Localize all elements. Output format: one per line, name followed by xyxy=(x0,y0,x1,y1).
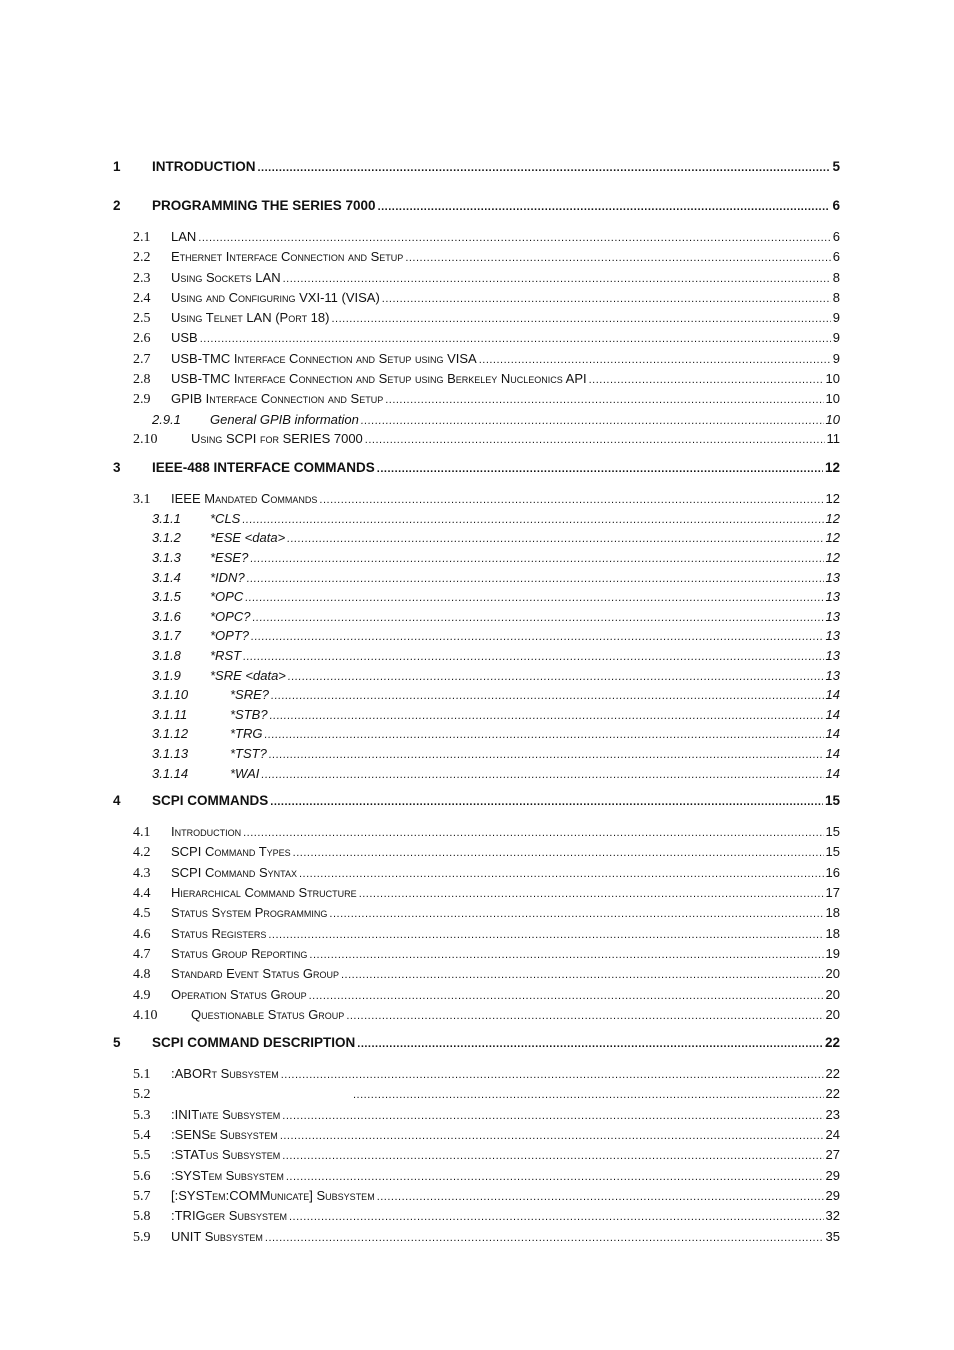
toc-entry-number: 4.2 xyxy=(133,845,151,861)
toc-entry-title: Status Group Reporting xyxy=(171,945,308,961)
toc-dot-leader xyxy=(265,1233,824,1244)
toc-entry-level-2[interactable] xyxy=(113,1148,840,1168)
toc-entry-number: 5.1 xyxy=(133,1067,151,1083)
toc-entry-level-2[interactable] xyxy=(113,250,840,270)
toc-dot-leader xyxy=(405,253,830,264)
toc-dot-leader xyxy=(589,375,824,386)
toc-entry-level-1[interactable] xyxy=(113,794,840,823)
toc-entry-page: 29 xyxy=(825,1167,840,1183)
toc-entry-level-3[interactable] xyxy=(113,767,840,787)
toc-dot-leader xyxy=(357,1039,823,1050)
toc-entry-page: 20 xyxy=(825,966,840,982)
toc-entry-number: 3.1.8 xyxy=(152,648,181,664)
toc-entry-title: *TRG xyxy=(230,726,263,742)
toc-entry-number: 3.1.1 xyxy=(152,510,181,526)
toc-entry-number: 5.5 xyxy=(133,1148,151,1164)
toc-entry-number: 3.1.9 xyxy=(152,667,181,683)
toc-entry-number: 4.9 xyxy=(133,987,151,1003)
toc-entry-number: 2.5 xyxy=(133,311,151,327)
toc-entry-title: Status Registers xyxy=(171,925,267,941)
toc-entry-level-2[interactable] xyxy=(113,271,840,291)
toc-entry-level-2[interactable] xyxy=(113,352,840,372)
toc-dot-leader xyxy=(309,950,823,961)
toc-entry-page: 14 xyxy=(825,765,840,781)
toc-entry-level-2[interactable] xyxy=(113,866,840,886)
toc-entry-level-2[interactable] xyxy=(113,331,840,351)
toc-entry-level-2[interactable] xyxy=(113,311,840,331)
toc-dot-leader xyxy=(286,1172,824,1183)
toc-entry-title: Using Telnet LAN (Port 18) xyxy=(171,310,330,326)
toc-entry-page: 10 xyxy=(825,391,840,407)
toc-entry-page: 15 xyxy=(824,793,840,809)
toc-entry-title: USB xyxy=(171,330,198,346)
toc-entry-title: Using Sockets LAN xyxy=(171,269,281,285)
toc-entry-title: *IDN? xyxy=(210,569,245,585)
toc-entry-number: 3.1.2 xyxy=(152,530,181,546)
toc-entry-title: *CLS xyxy=(210,510,241,526)
toc-dot-leader xyxy=(280,1131,824,1142)
toc-entry-title: PROGRAMMING THE SERIES 7000 xyxy=(152,198,376,213)
toc-entry-number: 2.6 xyxy=(133,331,151,347)
toc-entry-page: 12 xyxy=(825,510,840,526)
toc-entry-page: 13 xyxy=(825,608,840,624)
toc-entry-level-3[interactable] xyxy=(113,571,840,591)
toc-entry-number: 3.1.12 xyxy=(152,726,189,742)
toc-dot-leader xyxy=(283,274,831,285)
toc-dot-leader xyxy=(289,1212,824,1223)
toc-entry-page: 27 xyxy=(825,1147,840,1163)
toc-entry-level-2[interactable] xyxy=(113,492,840,512)
toc-dot-leader xyxy=(382,294,831,305)
toc-entry-title: Operation Status Group xyxy=(171,986,307,1002)
toc-entry-page: 24 xyxy=(825,1127,840,1143)
toc-entry-number: 3.1.7 xyxy=(152,628,181,644)
toc-entry-number: 2.2 xyxy=(133,250,151,266)
toc-entry-title: Hierarchical Command Structure xyxy=(171,885,357,901)
toc-dot-leader xyxy=(346,1011,823,1022)
toc-entry-number: 2.9.1 xyxy=(152,411,181,427)
toc-entry-page: 13 xyxy=(825,628,840,644)
toc-entry-title: Questionable Status Group xyxy=(191,1006,345,1022)
toc-entry-level-2[interactable] xyxy=(113,392,840,412)
toc-entry-number: 2 xyxy=(113,198,121,213)
toc-entry-number: 5 xyxy=(113,1035,121,1051)
toc-entry-level-3[interactable] xyxy=(113,629,840,649)
toc-entry-title: :TRIGger Subsystem xyxy=(171,1208,287,1224)
toc-entry-number: 5.7 xyxy=(133,1188,151,1204)
toc-entry-page: 12 xyxy=(825,530,840,546)
toc-entry-number: 5.8 xyxy=(133,1209,151,1225)
toc-entry-level-2[interactable] xyxy=(113,988,840,1008)
toc-entry-title: :ABORt Subsystem xyxy=(171,1066,279,1082)
toc-entry-number: 2.8 xyxy=(133,372,151,388)
toc-entry-page: 13 xyxy=(825,667,840,683)
toc-dot-leader xyxy=(242,515,823,526)
toc-entry-level-2[interactable] xyxy=(113,1169,840,1189)
toc-entry-number: 3.1.6 xyxy=(152,608,181,624)
toc-entry-number: 5.3 xyxy=(133,1107,151,1123)
toc-entry-level-2[interactable] xyxy=(113,1128,840,1148)
toc-entry-title: :SENSe Subsystem xyxy=(171,1127,278,1143)
toc-entry-level-1[interactable] xyxy=(113,461,840,490)
toc-entry-number: 5.4 xyxy=(133,1128,151,1144)
toc-dot-leader xyxy=(287,534,823,545)
toc-entry-page: 17 xyxy=(825,885,840,901)
toc-entry-page: 6 xyxy=(832,198,840,213)
toc-entry-number: 3 xyxy=(113,459,121,475)
toc-entry-title: *OPC xyxy=(210,589,244,605)
toc-entry-number: 4.7 xyxy=(133,946,151,962)
toc-entry-number: 4.8 xyxy=(133,967,151,983)
toc-dot-leader xyxy=(361,416,824,427)
toc-entry-title: *TST? xyxy=(230,745,267,761)
toc-entry-level-2[interactable] xyxy=(113,967,840,987)
toc-entry-page: 32 xyxy=(825,1208,840,1224)
toc-entry-level-2[interactable] xyxy=(113,1008,840,1028)
toc-entry-title: [:SYSTem:COMMunicate] Subsystem xyxy=(171,1187,375,1203)
toc-dot-leader xyxy=(247,574,824,585)
toc-entry-title: UNIT Subsystem xyxy=(171,1228,263,1244)
toc-entry-level-2[interactable] xyxy=(113,291,840,311)
toc-dot-leader xyxy=(282,1151,823,1162)
toc-entry-page: 12 xyxy=(825,550,840,566)
toc-entry-level-2[interactable] xyxy=(113,927,840,947)
toc-entry-page: 23 xyxy=(825,1106,840,1122)
toc-entry-level-3[interactable] xyxy=(113,551,840,571)
toc-entry-title: Using and Configuring VXI-11 (VISA) xyxy=(171,289,380,305)
toc-entry-title: :STATus Subsystem xyxy=(171,1147,281,1163)
toc-entry-level-2[interactable] xyxy=(113,845,840,865)
toc-dot-leader xyxy=(329,909,823,920)
toc-entry-page: 11 xyxy=(826,431,840,447)
toc-dot-leader xyxy=(282,1111,823,1122)
toc-entry-title: IEEE Mandated Commands xyxy=(171,490,318,506)
toc-entry-page: 5 xyxy=(832,159,840,174)
toc-entry-number: 2.4 xyxy=(133,290,151,306)
toc-entry-page: 12 xyxy=(825,490,840,506)
toc-dot-leader xyxy=(341,970,824,981)
toc-entry-number: 1 xyxy=(113,159,121,174)
toc-entry-level-2[interactable] xyxy=(113,825,840,845)
table-of-contents xyxy=(113,160,840,1250)
toc-entry-page: 13 xyxy=(825,648,840,664)
toc-entry-page: 9 xyxy=(832,330,840,346)
toc-entry-number: 5.9 xyxy=(133,1229,151,1245)
toc-entry-page: 12 xyxy=(824,459,840,475)
toc-dot-leader xyxy=(319,495,823,506)
toc-dot-leader xyxy=(299,869,824,880)
toc-entry-title: SCPI COMMANDS xyxy=(152,793,269,809)
toc-entry-number: 3.1.4 xyxy=(152,569,181,585)
toc-entry-number: 4.10 xyxy=(133,1007,158,1023)
toc-dot-leader xyxy=(261,770,823,781)
toc-dot-leader xyxy=(270,797,823,808)
toc-dot-leader xyxy=(309,991,824,1002)
toc-entry-number: 4.4 xyxy=(133,886,151,902)
toc-dot-leader xyxy=(258,163,831,174)
toc-dot-leader xyxy=(293,848,824,859)
toc-entry-title: *SRE? xyxy=(230,687,270,703)
toc-dot-leader xyxy=(353,1090,824,1101)
toc-entry-level-1[interactable] xyxy=(113,199,840,228)
toc-entry-title: USB-TMC Interface Connection and Setup using Berkeley Nucleonics API xyxy=(171,371,587,387)
toc-dot-leader xyxy=(200,334,831,345)
toc-entry-number: 2.9 xyxy=(133,392,151,408)
toc-dot-leader xyxy=(251,632,824,643)
toc-dot-leader xyxy=(385,395,823,406)
toc-entry-level-3[interactable] xyxy=(113,688,840,708)
toc-entry-title: :INITiate Subsystem xyxy=(171,1106,281,1122)
toc-entry-page: 13 xyxy=(825,569,840,585)
toc-entry-title: *SRE <data> xyxy=(210,667,286,683)
toc-entry-level-2[interactable] xyxy=(113,1108,840,1128)
toc-entry-page: 8 xyxy=(832,269,840,285)
toc-entry-level-2[interactable] xyxy=(113,432,840,452)
toc-entry-title: *WAI xyxy=(230,765,260,781)
toc-entry-title: GPIB Interface Connection and Setup xyxy=(171,391,384,407)
toc-dot-leader xyxy=(269,750,824,761)
toc-entry-level-3[interactable] xyxy=(113,708,840,728)
toc-dot-leader xyxy=(252,613,823,624)
toc-entry-page: 9 xyxy=(832,310,840,326)
toc-entry-title: *ESE <data> xyxy=(210,530,286,546)
toc-dot-leader xyxy=(270,711,824,722)
toc-entry-level-3[interactable] xyxy=(113,610,840,630)
toc-entry-number: 5.6 xyxy=(133,1168,151,1184)
toc-entry-title: SCPI Command Types xyxy=(171,844,291,860)
toc-entry-page: 6 xyxy=(832,229,840,244)
toc-entry-title: IEEE-488 INTERFACE COMMANDS xyxy=(152,459,375,475)
toc-entry-page: 10 xyxy=(825,411,840,427)
toc-entry-level-2[interactable] xyxy=(113,372,840,392)
toc-entry-number: 2.3 xyxy=(133,270,151,286)
toc-entry-title: INTRODUCTION xyxy=(152,159,256,174)
toc-dot-leader xyxy=(265,730,824,741)
toc-entry-level-2[interactable] xyxy=(113,230,840,250)
toc-dot-leader xyxy=(359,889,824,900)
toc-dot-leader xyxy=(378,202,831,213)
toc-entry-number: 3.1.11 xyxy=(152,706,188,722)
toc-entry-level-3[interactable] xyxy=(113,531,840,551)
toc-entry-level-2[interactable] xyxy=(113,886,840,906)
toc-dot-leader xyxy=(198,233,830,244)
toc-entry-number: 4 xyxy=(113,793,121,809)
toc-entry-number: 4.3 xyxy=(133,865,151,881)
toc-entry-level-3[interactable] xyxy=(113,649,840,669)
toc-entry-title: Introduction xyxy=(171,824,242,840)
toc-entry-level-3[interactable] xyxy=(113,512,840,532)
toc-entry-number: 2.10 xyxy=(133,432,158,448)
toc-entry-title: *STB? xyxy=(230,706,268,722)
toc-entry-level-3[interactable] xyxy=(113,747,840,767)
toc-entry-page: 15 xyxy=(825,844,840,860)
toc-entry-number: 4.6 xyxy=(133,926,151,942)
toc-dot-leader xyxy=(288,672,824,683)
toc-dot-leader xyxy=(250,554,823,565)
toc-entry-page: 6 xyxy=(832,249,840,265)
toc-entry-title: Using SCPI for SERIES 7000 xyxy=(191,431,363,447)
toc-entry-title: *ESE? xyxy=(210,550,249,566)
toc-dot-leader xyxy=(479,355,831,366)
toc-entry-level-1[interactable] xyxy=(113,1036,840,1065)
toc-entry-title: :SYSTem Subsystem xyxy=(171,1167,284,1183)
toc-entry-number: 3.1.14 xyxy=(152,765,189,781)
toc-entry-number: 2.1 xyxy=(133,230,151,245)
toc-entry-page: 22 xyxy=(824,1035,840,1051)
toc-entry-title: *OPC? xyxy=(210,608,251,624)
toc-entry-level-2[interactable] xyxy=(113,1189,840,1209)
toc-dot-leader xyxy=(243,828,823,839)
toc-entry-title: SCPI Command Syntax xyxy=(171,864,297,880)
toc-entry-number: 3.1.13 xyxy=(152,745,189,761)
toc-entry-level-2[interactable] xyxy=(113,906,840,926)
toc-entry-page: 19 xyxy=(825,945,840,961)
toc-entry-level-2[interactable] xyxy=(113,947,840,967)
toc-entry-title: *OPT? xyxy=(210,628,250,644)
toc-entry-page: 22 xyxy=(825,1066,840,1082)
toc-entry-level-3[interactable] xyxy=(113,727,840,747)
toc-dot-leader xyxy=(377,1192,824,1203)
toc-dot-leader xyxy=(243,652,823,663)
toc-entry-title: USB-TMC Interface Connection and Setup using VISA xyxy=(171,350,477,366)
toc-entry-number: 3.1.5 xyxy=(152,589,181,605)
toc-entry-page: 22 xyxy=(825,1086,840,1102)
toc-entry-page: 14 xyxy=(825,745,840,761)
toc-entry-title: LAN xyxy=(171,229,197,244)
toc-entry-page: 9 xyxy=(832,350,840,366)
toc-dot-leader xyxy=(245,593,823,604)
toc-entry-number: 3.1 xyxy=(133,491,151,507)
toc-entry-number: 4.5 xyxy=(133,906,151,922)
toc-entry-page: 29 xyxy=(825,1187,840,1203)
toc-entry-title: *RST xyxy=(210,648,242,664)
toc-entry-number: 3.1.3 xyxy=(152,550,181,566)
toc-entry-page: 20 xyxy=(825,1006,840,1022)
toc-entry-number: 3.1.10 xyxy=(152,687,189,703)
toc-entry-number: 5.2 xyxy=(133,1087,151,1103)
toc-entry-level-1[interactable] xyxy=(113,160,840,189)
toc-entry-page: 16 xyxy=(825,864,840,880)
toc-entry-page: 15 xyxy=(825,824,840,840)
toc-dot-leader xyxy=(271,691,824,702)
toc-entry-page: 14 xyxy=(825,726,840,742)
toc-dot-leader xyxy=(331,314,830,325)
toc-entry-level-2[interactable] xyxy=(113,1209,840,1229)
toc-entry-page: 8 xyxy=(832,289,840,305)
toc-entry-level-2[interactable] xyxy=(113,1087,840,1107)
toc-entry-title: Standard Event Status Group xyxy=(171,966,339,982)
toc-dot-leader xyxy=(268,930,823,941)
toc-entry-page: 18 xyxy=(825,925,840,941)
toc-entry-level-3[interactable] xyxy=(113,669,840,689)
toc-entry-page: 13 xyxy=(825,589,840,605)
toc-entry-page: 35 xyxy=(825,1228,840,1244)
toc-entry-level-3[interactable] xyxy=(113,590,840,610)
toc-entry-page: 10 xyxy=(825,371,840,387)
toc-entry-level-2[interactable] xyxy=(113,1067,840,1087)
toc-entry-number: 4.1 xyxy=(133,825,151,841)
toc-dot-leader xyxy=(281,1070,824,1081)
toc-entry-level-3[interactable] xyxy=(113,413,840,433)
toc-entry-number: 2.7 xyxy=(133,351,151,367)
toc-entry-title: SCPI COMMAND DESCRIPTION xyxy=(152,1035,356,1051)
toc-entry-page: 18 xyxy=(825,905,840,921)
toc-dot-leader xyxy=(377,464,823,475)
toc-entry-page: 14 xyxy=(825,706,840,722)
toc-dot-leader xyxy=(365,435,825,446)
toc-entry-title: Status System Programming xyxy=(171,905,328,921)
toc-entry-level-2[interactable] xyxy=(113,1230,840,1250)
toc-entry-title: General GPIB information xyxy=(210,411,359,427)
toc-entry-page: 20 xyxy=(825,986,840,1002)
toc-entry-page: 14 xyxy=(825,687,840,703)
toc-entry-title: Ethernet Interface Connection and Setup xyxy=(171,249,404,265)
